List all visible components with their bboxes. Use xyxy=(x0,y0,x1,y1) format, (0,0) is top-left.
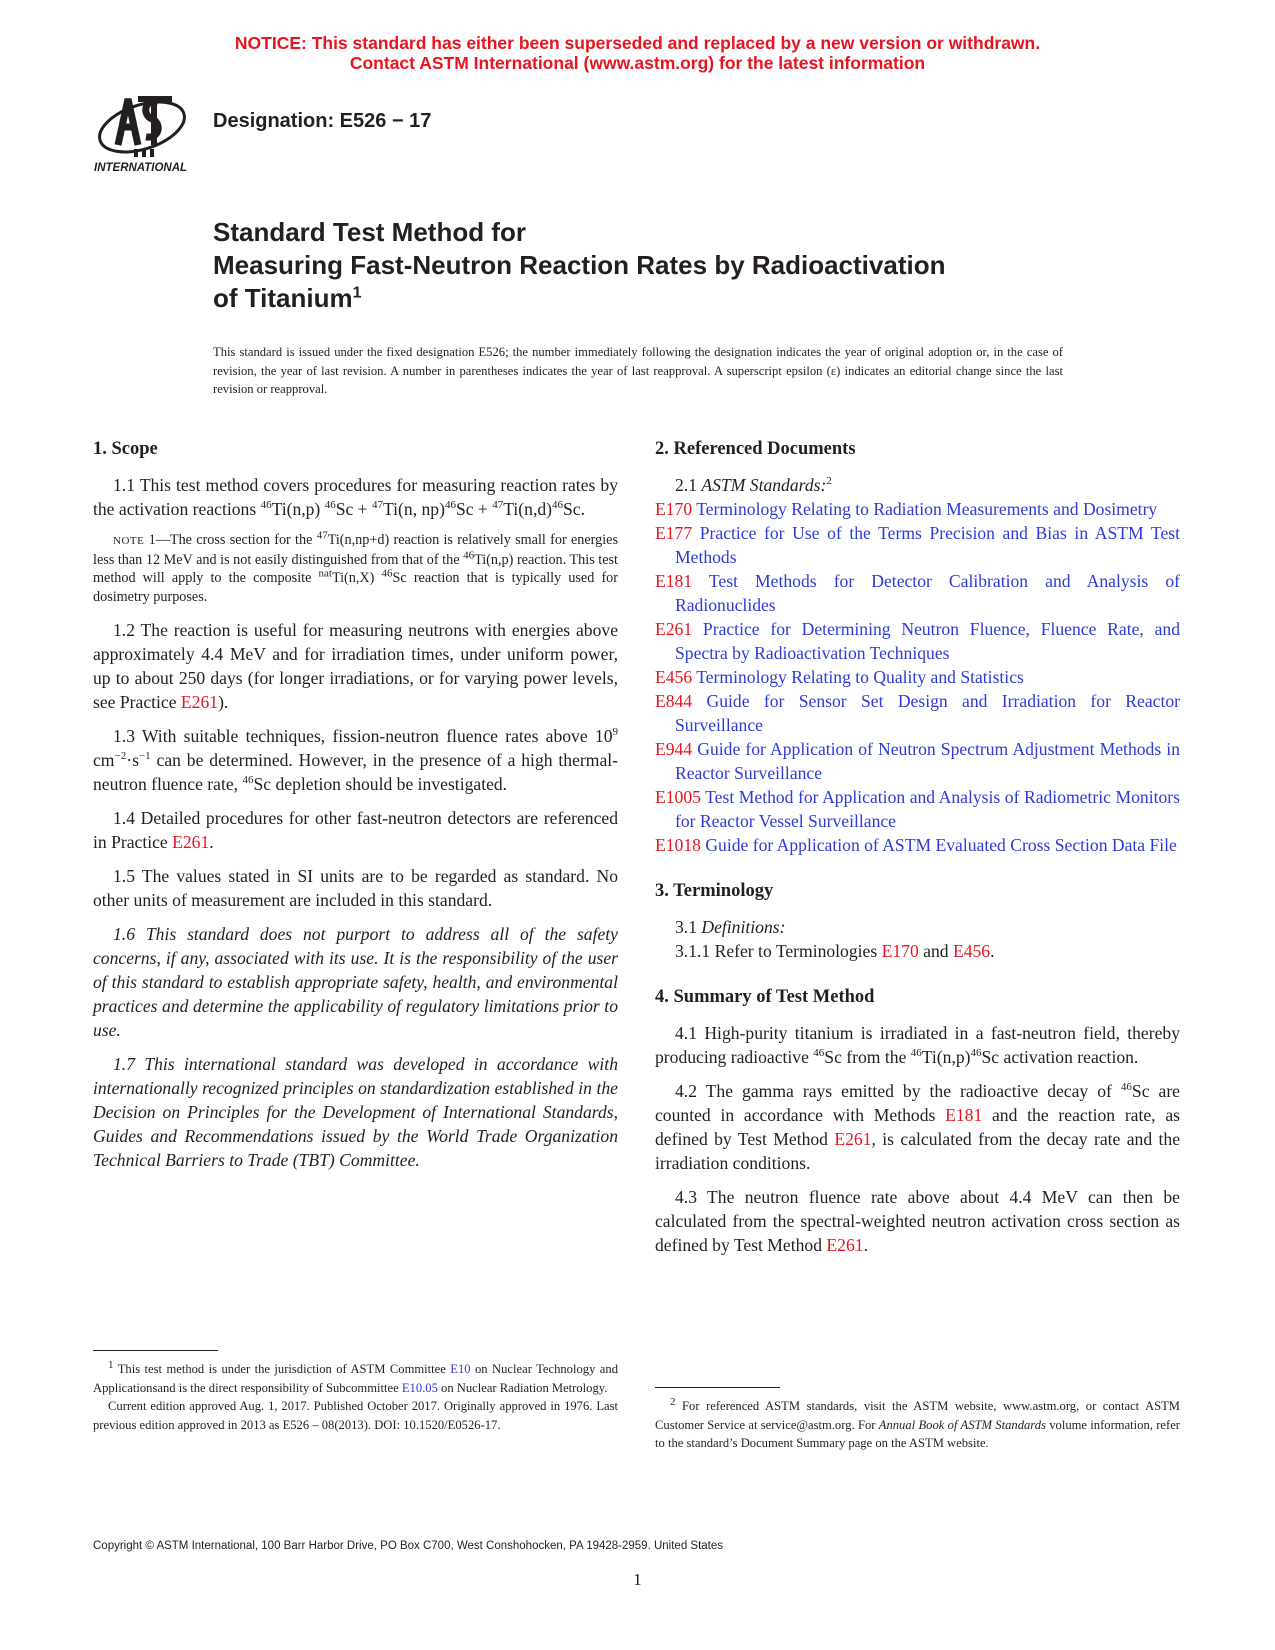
astm-logo xyxy=(92,85,192,175)
link-e261[interactable]: E261 xyxy=(834,1129,872,1149)
ref-item xyxy=(655,617,1180,665)
designation: Designation: E526 − 17 xyxy=(213,110,432,132)
paragraph-1-4: 1.4 Detailed procedures for other fast-neutron detectors are referenced in Practice E261. xyxy=(93,808,618,852)
paragraph-1-6: 1.6 This standard does not purport to address all of the safety concerns, if any, associated with its use. It is the responsibility of the user of this standard to establish appropriate safety, health, and environmental practices and determine the applicability of regulatory limitations prior to use. xyxy=(93,924,618,1040)
section-heading-scope: 1. Scope xyxy=(93,439,158,459)
logo-wordmark: INTERNATIONAL xyxy=(94,162,188,174)
link-e456[interactable]: E456 xyxy=(952,941,991,961)
ref-title-link[interactable]: Guide for Application of ASTM Evaluated Cross Section Data File xyxy=(700,835,1177,855)
ref-item xyxy=(655,737,1180,785)
note-1: NOTE 1—The cross section for the $^{47}$Ti(n,np+d) reaction is relatively small for energies less than 12 MeV and is not easily distinguished from that of the $^{46}$Ti(n,p) reaction. This test method will apply to the composite $^{nat}$Ti(n,X) $^{46}$Sc reaction that is typically used for dosimetry purposes. xyxy=(93,529,618,605)
paragraph-1-1: 1.1 This test method covers procedures for measuring reaction rates by the activation reactions $^{46}$Ti(n,p) $^{46}$Sc + $^{47}$Ti(n, $np)^{46}Sc + ^{47}Ti(n,d)^{46}Sc$. xyxy=(93,475,618,519)
section-heading-summary: 4. Summary of Test Method xyxy=(655,987,875,1007)
issuance-statement: This standard is issued under the fixed designation E526; the number immediately following the designation indicates the year of original adoption or, in the case of revision, the year of last revision. A number in parentheses indicates the year of last reapproval. A superscript epsilon (ε) indicates an editorial change since the last revision or reapproval. xyxy=(213,345,1063,396)
footnote-2 xyxy=(655,1387,1180,1453)
definitions-subheading: 3.1 Definitions: xyxy=(675,917,786,937)
paragraph-4-2: 4.2 The gamma rays emitted by the radioactive decay of $^{46}$Sc are counted in accordance with Methods E181 and the reaction rate, as defined by Test Method E261, is calculated from the decay rate and the irradiation conditions. xyxy=(655,1081,1181,1173)
ref-title-link[interactable]: Guide for Sensor Set Design and Irradiation for Reactor Surveillance xyxy=(675,691,1180,735)
footnote-1-text: $^1$ This test method is under the jurisdiction of ASTM Committee E10 on Nuclear Technology and Applicationsand is the direct responsibility of Subcommittee E10.05 on Nuclear Radiation Metrology. xyxy=(93,1358,618,1395)
paragraph-1-3: 1.3 With suitable techniques, fission-neutron fluence rates above $10^9$ $cm^{-2}\cdot s^{-1}$ can be determined. However, in the presence of a high thermal-neutron fluence rate, $^{46}$Sc depletion should be investigated. xyxy=(93,726,618,794)
link-e261[interactable]: E261 xyxy=(826,1235,864,1255)
ref-item xyxy=(655,497,1180,521)
notice-line-2: Contact ASTM International (www.astm.org) for the latest information xyxy=(349,53,926,73)
paragraph-1-5: 1.5 The values stated in SI units are to be regarded as standard. No other units of measurement are included in this standard. xyxy=(93,866,618,910)
link-e170[interactable]: E170 xyxy=(881,941,919,961)
ref-title-link[interactable]: Test Method for Application and Analysis of Radiometric Monitors for Reactor Vessel Surveillance xyxy=(675,787,1180,831)
ref-code-link[interactable]: E181 xyxy=(655,571,693,591)
document-title xyxy=(213,216,945,315)
ref-item xyxy=(655,785,1180,833)
section-heading-referenced-documents: 2. Referenced Documents xyxy=(655,439,856,459)
left-column xyxy=(93,437,618,1182)
ref-item xyxy=(655,521,1180,569)
title-line-1: Standard Test Method for xyxy=(213,217,526,247)
footnote-1 xyxy=(93,1350,618,1434)
ref-title-link[interactable]: Guide for Application of Neutron Spectrum Adjustment Methods in Reactor Surveillance xyxy=(675,739,1180,783)
paragraph-3-1-1: 3.1.1 Refer to Terminologies E170 and E456. xyxy=(675,941,995,961)
title-line-3: of Titanium$^1$ xyxy=(213,283,362,313)
link-e261[interactable]: E261 xyxy=(172,832,210,852)
withdrawal-notice xyxy=(0,33,1275,73)
ref-code-link[interactable]: E944 xyxy=(655,739,693,759)
footnote-rule xyxy=(655,1387,780,1388)
ref-code-link[interactable]: E1018 xyxy=(655,835,701,855)
ref-item xyxy=(655,689,1180,737)
ref-item xyxy=(655,665,1180,689)
ref-code-link[interactable]: E261 xyxy=(655,619,693,639)
astm-standards-subheading: 2.1 ASTM Standards:$^2$ xyxy=(675,475,832,495)
ref-title-link[interactable]: Practice for Determining Neutron Fluence, Fluence Rate, and Spectra by Radioactivation Techniques xyxy=(675,619,1180,663)
ref-item xyxy=(655,833,1180,857)
ref-title-link[interactable]: Test Methods for Detector Calibration and Analysis of Radionuclides xyxy=(675,571,1180,615)
right-column xyxy=(655,437,1180,1267)
link-e10-05[interactable]: E10.05 xyxy=(401,1380,438,1395)
link-e181[interactable]: E181 xyxy=(945,1105,983,1125)
paragraph-4-3: 4.3 The neutron fluence rate above about 4.4 MeV can then be calculated from the spectral-weighted neutron activation cross section as defined by Test Method E261. xyxy=(655,1187,1180,1255)
link-e261[interactable]: E261 xyxy=(180,692,219,712)
ref-code-link[interactable]: E844 xyxy=(655,691,693,711)
section-heading-terminology: 3. Terminology xyxy=(655,881,774,901)
footnote-1-edition: Current edition approved Aug. 1, 2017. Published October 2017. Originally approved in 1976. Last previous edition approved in 2013 as E526 – 08(2013). DOI: 10.1520/E0526-17. xyxy=(93,1399,618,1432)
referenced-standards-list xyxy=(655,497,1180,857)
ref-code-link[interactable]: E170 xyxy=(655,499,693,519)
ref-code-link[interactable]: E177 xyxy=(655,523,693,543)
copyright-line: Copyright © ASTM International, 100 Barr Harbor Drive, PO Box C700, West Conshohocken, PA 19428-2959. United States xyxy=(93,1540,724,1552)
paragraph-1-2: 1.2 The reaction is useful for measuring neutrons with energies above approximately 4.4 MeV and for irradiation times, under uniform power, up to about 250 days (for longer irradiations, or for varying power levels, see Practice E261). xyxy=(93,620,618,712)
ref-code-link[interactable]: E456 xyxy=(655,667,693,687)
notice-line-1: NOTICE: This standard has either been superseded and replaced by a new version or withdrawn. xyxy=(234,33,1041,53)
footnote-2-text: $^2$ For referenced ASTM standards, visit the ASTM website, www.astm.org, or contact ASTM Customer Service at service@astm.org. For Annual Book of ASTM Standards volume information, refer to the standard’s Document Summary page on the ASTM website. xyxy=(655,1395,1180,1450)
page-number: 1 xyxy=(633,1570,642,1589)
ref-title-link[interactable]: Terminology Relating to Radiation Measurements and Dosimetry xyxy=(692,499,1158,519)
link-e10[interactable]: E10 xyxy=(450,1362,471,1376)
ref-title-link[interactable]: Terminology Relating to Quality and Statistics xyxy=(692,667,1024,687)
footnote-rule xyxy=(93,1350,218,1351)
title-line-2: Measuring Fast-Neutron Reaction Rates by Radioactivation xyxy=(213,250,946,280)
paragraph-4-1: 4.1 High-purity titanium is irradiated in a fast-neutron field, thereby producing radioactive $^{46}$Sc from the $^{46}Ti(n,p)^{46}Sc$ activation reaction. xyxy=(655,1023,1180,1067)
ref-item xyxy=(655,569,1180,617)
paragraph-1-7: 1.7 This international standard was developed in accordance with internationally recognized principles on standardization established in the Decision on Principles for the Development of International Standards, Guides and Recommendations issued by the World Trade Organization Technical Barriers to Trade (TBT) Committee. xyxy=(93,1054,618,1170)
ref-code-link[interactable]: E1005 xyxy=(655,787,701,807)
ref-title-link[interactable]: Practice for Use of the Terms Precision and Bias in ASTM Test Methods xyxy=(675,523,1180,567)
title-footnote-marker: 1 xyxy=(352,284,362,302)
